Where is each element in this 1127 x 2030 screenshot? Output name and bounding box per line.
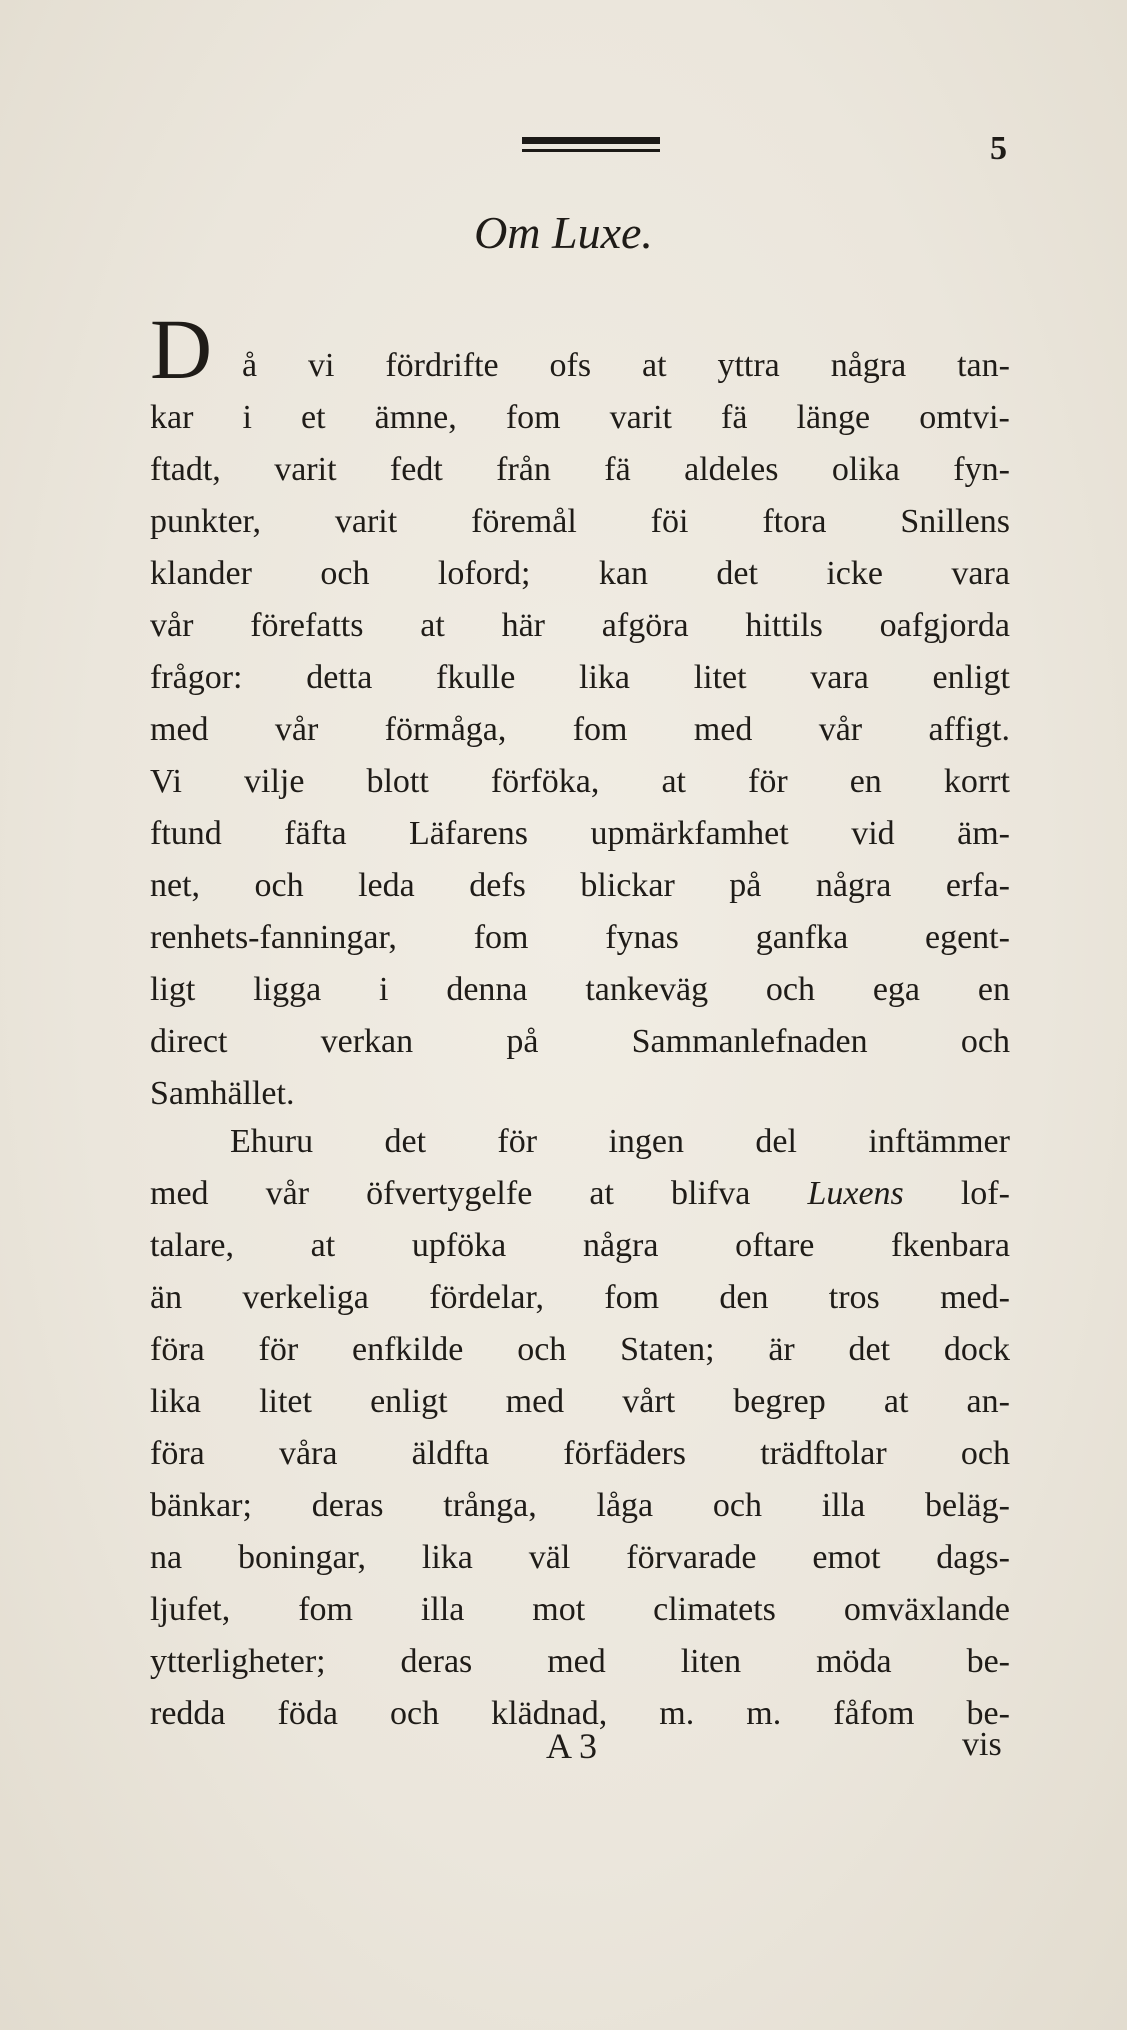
text-line (150, 652, 1010, 704)
word: på (506, 1023, 539, 1060)
word: beläg- (925, 1487, 1010, 1524)
text-line (150, 600, 1010, 652)
text-line (150, 1016, 1010, 1068)
word: för (748, 763, 788, 800)
text-line (150, 1168, 1010, 1220)
text-line (150, 756, 1010, 808)
word: direct (150, 1023, 228, 1060)
word: trånga, (443, 1487, 537, 1524)
signature-mark: A 3 (546, 1726, 598, 1766)
word: förfäders (563, 1435, 686, 1472)
word: det (384, 1123, 427, 1160)
word: förvarade (626, 1539, 757, 1576)
word: ega (872, 971, 921, 1008)
word: Vi (150, 763, 182, 800)
word: omtvi- (919, 399, 1010, 436)
word: deras (311, 1487, 384, 1524)
word: blickar (580, 867, 675, 904)
word: med (150, 1175, 209, 1212)
word: deras (400, 1643, 473, 1680)
word: fä (604, 451, 631, 488)
word: här (501, 607, 546, 644)
header-rule-thick (522, 137, 660, 144)
word: trädftolar (760, 1435, 887, 1472)
word: med (505, 1383, 565, 1420)
text-line (150, 392, 1010, 444)
word: Sammanlefnaden (631, 1023, 868, 1060)
word: an- (966, 1383, 1010, 1420)
word: den (719, 1279, 769, 1316)
word: några (830, 347, 907, 384)
word: låga (596, 1487, 654, 1524)
word: enligt (370, 1383, 448, 1420)
word: varit (609, 399, 672, 436)
word: fom (473, 919, 529, 956)
word: talare, (150, 1227, 234, 1264)
word: fom (572, 711, 628, 748)
word: med (693, 711, 753, 748)
word: Staten; (620, 1331, 715, 1368)
word: för (258, 1331, 299, 1368)
word: dock (943, 1331, 1010, 1368)
word: och (712, 1487, 763, 1524)
text-line (150, 1324, 1010, 1376)
text-line (150, 1480, 1010, 1532)
word: det (848, 1331, 891, 1368)
word: ljufet, (150, 1591, 231, 1628)
word: begrep (733, 1383, 826, 1420)
word: Läfarens (409, 815, 528, 852)
word: aldeles (684, 451, 779, 488)
word: del (755, 1123, 797, 1160)
word: från (496, 451, 551, 488)
word: med- (940, 1279, 1010, 1316)
word: det (716, 555, 758, 592)
word: at (661, 763, 686, 800)
word: fkulle (436, 659, 516, 696)
word: med (547, 1643, 606, 1680)
word: boningar, (238, 1539, 366, 1576)
word: Ehuru (230, 1123, 314, 1160)
word: föra (150, 1435, 205, 1472)
word: föi (650, 503, 689, 540)
word: lika (421, 1539, 473, 1576)
word: be- (966, 1695, 1010, 1732)
word: lika (579, 659, 630, 696)
word: vid (851, 815, 895, 852)
page-number: 5 (990, 130, 1007, 167)
word: fördelar, (429, 1279, 544, 1316)
word: å (242, 347, 258, 384)
word: vår (818, 711, 863, 748)
word: vilje (244, 763, 305, 800)
text-line (150, 340, 1010, 392)
text-line (150, 1532, 1010, 1584)
word: fåfom (833, 1695, 915, 1732)
word: defs (469, 867, 526, 904)
word: egent- (925, 919, 1010, 956)
word: klädnad, (491, 1695, 608, 1732)
text-line (150, 964, 1010, 1016)
word: äldfta (411, 1435, 490, 1472)
word: at (883, 1383, 909, 1420)
word: förmåga, (384, 711, 507, 748)
text-line (150, 548, 1010, 600)
word: lika (150, 1383, 201, 1420)
word: och (254, 867, 304, 904)
word: ämne, (374, 399, 457, 436)
word: ftadt, (150, 451, 221, 488)
word: föremål (471, 503, 577, 540)
word: vår (150, 607, 194, 644)
word: fkenbara (891, 1227, 1010, 1264)
word: klander (150, 555, 252, 592)
word: förföka, (490, 763, 600, 800)
word: vår (265, 1175, 310, 1212)
word: på (729, 867, 762, 904)
word: Samhället. (150, 1075, 295, 1112)
word: oftare (735, 1227, 815, 1264)
text-line (150, 444, 1010, 496)
drop-cap: D (150, 301, 213, 397)
word: blifva (671, 1175, 751, 1212)
text-line (150, 1220, 1010, 1272)
word: och (765, 971, 815, 1008)
text-line (150, 496, 1010, 548)
word: fom (298, 1591, 353, 1628)
word: möda (816, 1643, 892, 1680)
word: m. (746, 1695, 782, 1732)
word: at (310, 1227, 336, 1264)
word: korrt (943, 763, 1010, 800)
word: ingen (608, 1123, 685, 1160)
word: hittils (745, 607, 823, 644)
word: liten (680, 1643, 742, 1680)
text-line (150, 1428, 1010, 1480)
word: be- (966, 1643, 1010, 1680)
word: olika (831, 451, 900, 488)
word: vårt (622, 1383, 676, 1420)
catchword: vis (962, 1726, 1002, 1763)
word: äm- (957, 815, 1010, 852)
word: inftämmer (868, 1123, 1010, 1160)
word: och (517, 1331, 567, 1368)
word: vara (810, 659, 869, 696)
word: affigt. (928, 711, 1010, 748)
text-line (150, 860, 1010, 912)
word: vår (274, 711, 319, 748)
text-line (150, 704, 1010, 756)
word: tankeväg (585, 971, 709, 1008)
word: är (768, 1331, 795, 1368)
text-line (150, 1272, 1010, 1324)
word: mot (532, 1591, 586, 1628)
word: na (150, 1539, 183, 1576)
word: några (815, 867, 892, 904)
word: tan- (957, 347, 1010, 384)
word: redda (150, 1695, 226, 1732)
word: kar (150, 399, 194, 436)
word: varit (334, 503, 398, 540)
word: upmärkfamhet (590, 815, 789, 852)
word: verkan (320, 1023, 414, 1060)
word: renhets-fanningar, (150, 919, 397, 956)
word: fördrifte (385, 347, 499, 384)
word: enligt (932, 659, 1010, 696)
word: icke (826, 555, 883, 592)
word: och (960, 1435, 1010, 1472)
text-line (150, 912, 1010, 964)
word: i (242, 399, 252, 436)
word: fäfta (284, 815, 347, 852)
word: blott (366, 763, 429, 800)
word: ligt (150, 971, 196, 1008)
word: tros (828, 1279, 880, 1316)
word: ytterligheter; (150, 1643, 326, 1680)
word: net, (150, 867, 201, 904)
word: och (960, 1023, 1010, 1060)
word: några (582, 1227, 659, 1264)
word: m. (659, 1695, 695, 1732)
paragraph-1 (150, 340, 1010, 1120)
word: at (589, 1175, 614, 1212)
chapter-heading: Om Luxe. (474, 207, 653, 258)
word: länge (796, 399, 871, 436)
word: illa (821, 1487, 866, 1524)
word: bänkar; (150, 1487, 252, 1524)
word: erfa- (945, 867, 1010, 904)
word: en (977, 971, 1010, 1008)
word: fom (604, 1279, 660, 1316)
word: våra (278, 1435, 338, 1472)
word: et (301, 399, 326, 436)
text-line (150, 1584, 1010, 1636)
word: omväxlande (843, 1591, 1010, 1628)
word: litet (693, 659, 747, 696)
word: föra (150, 1331, 205, 1368)
text-line (150, 1636, 1010, 1688)
text-line (150, 808, 1010, 860)
word: ftund (150, 815, 222, 852)
word: fä (721, 399, 748, 436)
word: öfvertygelfe (366, 1175, 533, 1212)
word: vi (308, 347, 335, 384)
word: upföka (411, 1227, 507, 1264)
text-line (150, 1068, 1010, 1120)
word: fom (505, 399, 561, 436)
word: och (390, 1695, 440, 1732)
word: förefatts (250, 607, 364, 644)
word: enfkilde (352, 1331, 464, 1368)
word: fyn- (953, 451, 1010, 488)
word: verkeliga (242, 1279, 369, 1316)
word: climatets (653, 1591, 776, 1628)
paragraph-2 (150, 1116, 1010, 1740)
header-rule-thin (522, 149, 660, 152)
word: lof- (960, 1175, 1010, 1212)
word: frågor: (150, 659, 243, 696)
word: leda (358, 867, 415, 904)
word: illa (420, 1591, 465, 1628)
word: punkter, (150, 503, 261, 540)
word: ftora (762, 503, 827, 540)
word: med (150, 711, 209, 748)
word: detta (306, 659, 373, 696)
word: yttra (717, 347, 780, 384)
word: och (320, 555, 370, 592)
word: än (150, 1279, 183, 1316)
word: väl (528, 1539, 571, 1576)
word: fedt (389, 451, 443, 488)
word: oafgjorda (879, 607, 1010, 644)
text-line (150, 1376, 1010, 1428)
word: emot (812, 1539, 881, 1576)
word: dags- (936, 1539, 1010, 1576)
word: en (849, 763, 882, 800)
word: ligga (253, 971, 322, 1008)
word: kan (598, 555, 648, 592)
word: ganfka (755, 919, 849, 956)
word: litet (259, 1383, 312, 1420)
word: ofs (549, 347, 592, 384)
word: Luxens (807, 1175, 904, 1212)
word: afgöra (601, 607, 689, 644)
word: i (379, 971, 389, 1008)
word: föda (277, 1695, 338, 1732)
word: för (497, 1123, 538, 1160)
word: at (642, 347, 667, 384)
word: fynas (605, 919, 679, 956)
word: varit (274, 451, 337, 488)
word: loford; (437, 555, 531, 592)
text-line (150, 1116, 1010, 1168)
word: Snillens (900, 503, 1010, 540)
word: at (420, 607, 445, 644)
word: denna (446, 971, 528, 1008)
word: vara (951, 555, 1010, 592)
